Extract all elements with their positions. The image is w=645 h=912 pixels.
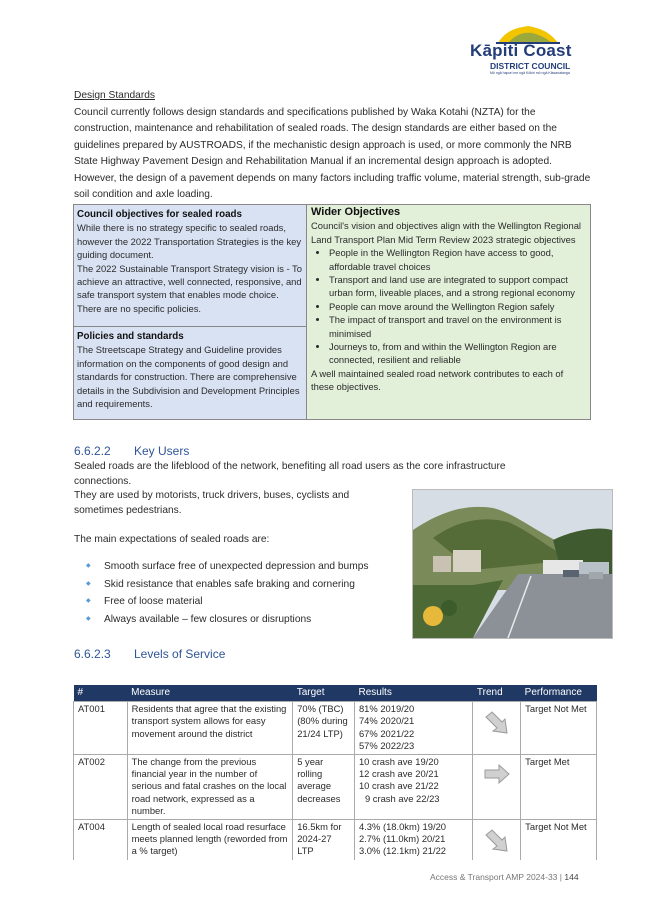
section-title: Levels of Service [134, 647, 226, 661]
page-footer [430, 872, 579, 882]
column-header: Measure [127, 685, 293, 702]
council-objectives-title: Council objectives for sealed roads [77, 209, 242, 220]
result-line: 2.7% (11.0km) 20/21 [358, 833, 446, 845]
list-item: • Journeys to, from and within the Wellington Region are connected, resilient and reliable [329, 340, 586, 367]
section-title: Key Users [134, 444, 190, 458]
result-line: 81% 2019/20 [358, 703, 415, 714]
row-results [354, 819, 472, 860]
list-item: • The impact of transport and travel on the environment is minimised [329, 313, 586, 340]
column-header: Performance [521, 685, 597, 702]
row-trend [473, 702, 521, 755]
row-trend [473, 754, 521, 819]
logo-tagline: Mō ngā hapori me ngā Kōkiri mō ngā Kāwanatanga [490, 71, 570, 75]
result-line: 10 crash ave 19/20 [358, 755, 439, 767]
table-header-row [74, 685, 597, 702]
table-row [74, 702, 597, 755]
wider-objectives-cell [307, 205, 590, 419]
page-number: 144 [564, 872, 579, 882]
objectives-table [73, 204, 591, 420]
section-number: 6.6.2.3 [74, 647, 111, 661]
council-objectives-line: The 2022 Sustainable Transport Strategy vision is - To achieve an attractive, well connected, responsive, and safe transport system that enables mode choice. [77, 262, 302, 301]
design-standards-heading: Design Standards [74, 90, 155, 101]
list-item: • People can move around the Wellington Region safely [329, 300, 586, 313]
row-id: AT001 [74, 702, 128, 755]
list-item: ◆ Skid resistance that enables safe braking and cornering [86, 576, 368, 594]
result-line: 3.0% (12.1km) 21/22 [358, 845, 446, 857]
row-performance: Target Met [521, 754, 597, 819]
street-photo [412, 489, 613, 639]
result-line: 67% 2021/22 [358, 727, 415, 739]
logo-name: Kāpiti Coast [470, 41, 572, 60]
expectations-intro: The main expectations of sealed roads are: [74, 534, 270, 545]
trend-down-arrow-icon [483, 829, 511, 855]
council-logo [470, 24, 600, 80]
list-item: • Transport and land use are integrated to support compact urban form, liveable places, and a strong regional economy [329, 273, 586, 300]
footer-document-title: Access & Transport AMP 2024-33 [430, 872, 558, 882]
row-target: 16.5km for 2024-27 LTP [293, 819, 355, 860]
council-objectives-line: There are no specific policies. [77, 302, 202, 314]
key-users-p1: Sealed roads are the lifeblood of the network, benefiting all road users as the core infrastructure connections. [74, 461, 506, 487]
result-line: 10 crash ave 21/22 [358, 780, 439, 792]
trend-down-arrow-icon [483, 711, 511, 737]
result-line: 74% 2020/21 [358, 715, 415, 727]
column-header: Results [354, 685, 472, 702]
policies-title: Policies and standards [77, 331, 184, 342]
council-objectives-cell [74, 205, 306, 327]
row-id: AT004 [74, 819, 128, 860]
column-header: # [74, 685, 128, 702]
wider-objectives-list [311, 246, 586, 367]
table-row [74, 819, 597, 860]
key-users-heading [74, 444, 189, 458]
policies-cell [74, 327, 306, 419]
result-line: 9 crash ave 22/23 [364, 792, 440, 804]
result-line: 12 crash ave 20/21 [358, 768, 439, 780]
policies-text: The Streetscape Strategy and Guideline provides information on the components of good design and standards for construction. There are comprehensive details in the Subdivision and Development Principles and requirements. [77, 344, 300, 410]
street-photo-image [413, 490, 612, 638]
wider-objectives-intro: Council's vision and objectives align with the Wellington Regional Land Transport Plan Mid Term Review 2023 strategic objectives [311, 220, 581, 245]
trend-flat-arrow-icon [483, 764, 511, 784]
wider-objectives-outro: A well maintained sealed road network contributes to each of these objectives. [311, 367, 564, 393]
list-item: ◆ Always available – few closures or disruptions [86, 611, 368, 629]
row-trend [473, 819, 521, 860]
footer-separator: | [559, 872, 563, 882]
design-standards-section [74, 88, 594, 204]
row-id: AT002 [74, 754, 128, 819]
column-header: Trend [473, 685, 521, 702]
row-results [354, 754, 472, 819]
row-target: 5 year rolling average decreases [293, 754, 355, 819]
row-performance: Target Not Met [521, 819, 597, 860]
list-item: ◆ Smooth surface free of unexpected depression and bumps [86, 558, 368, 576]
row-results [354, 702, 472, 755]
section-number: 6.6.2.2 [74, 444, 111, 458]
row-measure: Length of sealed local road resurface meets planned length (reworded from a % target) [127, 819, 293, 860]
expectations-list [86, 558, 368, 628]
result-line: 57% 2022/23 [358, 740, 415, 752]
logo-subtitle: DISTRICT COUNCIL [490, 61, 571, 71]
list-item: • People in the Wellington Region have access to good, affordable travel choices [329, 246, 586, 273]
list-item: ◆ Free of loose material [86, 593, 368, 611]
column-header: Target [293, 685, 355, 702]
levels-of-service-table [73, 685, 597, 860]
wider-objectives-title: Wider Objectives [311, 206, 401, 218]
row-measure: The change from the previous financial year in the number of serious and fatal crashes on the local road network, expressed as a number. [127, 754, 293, 819]
table-row [74, 754, 597, 819]
key-users-p2: They are used by motorists, truck drivers, buses, cyclists and sometimes pedestrians. [74, 490, 350, 516]
row-measure: Residents that agree that the existing transport system allows for easy movement around the district [127, 702, 293, 755]
council-objectives-line: While there is no strategy specific to sealed roads, however the 2022 Transportation Strategies is the key guiding document. [77, 222, 302, 261]
row-target: 70% (TBC) (80% during 21/24 LTP) [293, 702, 355, 755]
result-line: 4.3% (18.0km) 19/20 [358, 820, 446, 832]
levels-of-service-heading [74, 647, 225, 661]
design-standards-body: Council currently follows design standards and specifications published by Waka Kotahi (NZTA) for the construction, maintenance and rehabilitation of sealed roads. The design standards are either based on the guidelines prepared by AUSTROADS, if the mechanistic design approach is used, or more commonly the NRB State Highway Pavement Design and Rehabilitation Manual if an incremental design approach is adopted. However, the design of a pavement depends on many factors including traffic volume, material strength, sub-grade soil condition and axle loading. [74, 106, 591, 200]
row-performance: Target Not Met [521, 702, 597, 755]
